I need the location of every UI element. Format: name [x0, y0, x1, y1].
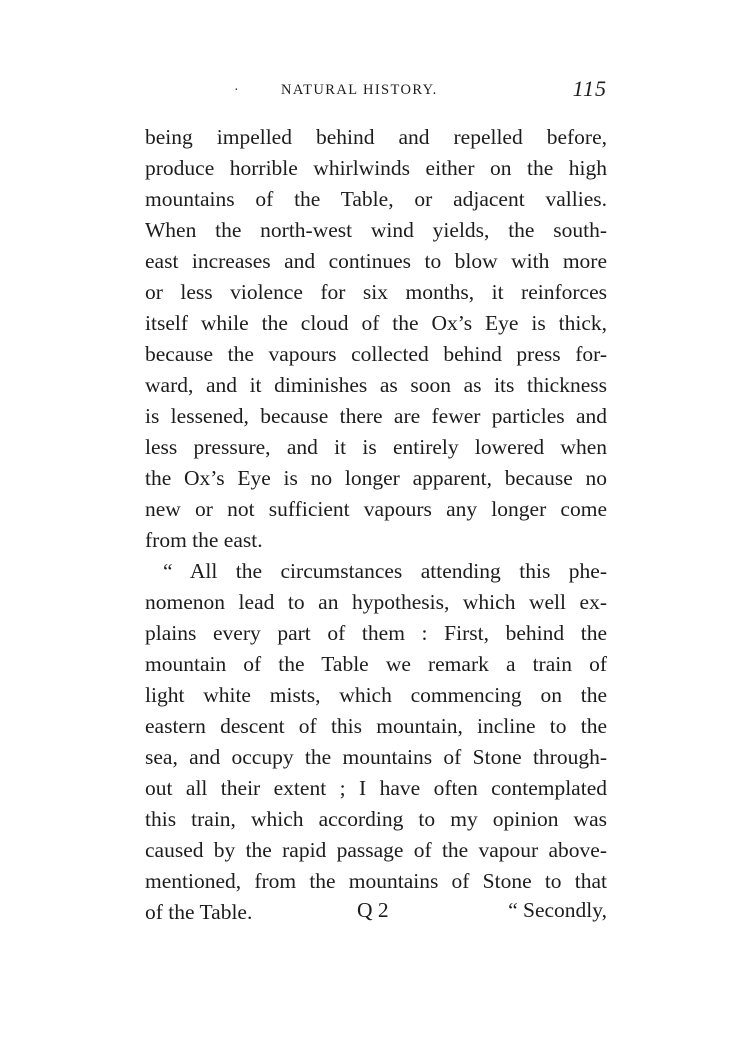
- text-line: because the vapours collected behind press for-: [145, 342, 607, 366]
- text-line: plains every part of them : First, behind the: [145, 621, 607, 645]
- text-line: is lessened, because there are fewer particles and: [145, 404, 607, 428]
- header-dot: ·: [234, 83, 239, 98]
- text-line: mountains of the Table, or adjacent vallies.: [145, 187, 607, 211]
- text-line: or less violence for six months, it reinforces: [145, 280, 607, 304]
- text-line: itself while the cloud of the Ox’s Eye is thick,: [145, 311, 607, 335]
- text-line: being impelled behind and repelled before,: [145, 125, 607, 149]
- text-line: light white mists, which commencing on the: [145, 683, 607, 707]
- text-line: ward, and it diminishes as soon as its thickness: [145, 373, 607, 397]
- text-line: new or not sufficient vapours any longer come: [145, 497, 607, 521]
- text-line: mentioned, from the mountains of Stone to that: [145, 869, 607, 893]
- page-header: [145, 76, 607, 104]
- text-line: caused by the rapid passage of the vapour above-: [145, 838, 607, 862]
- paragraph-end-line: of the Table.: [145, 900, 253, 924]
- signature-mark: Q 2: [357, 898, 389, 922]
- text-line: this train, which according to my opinion was: [145, 807, 607, 831]
- text-line: east increases and continues to blow with more: [145, 249, 607, 273]
- text-line: produce horrible whirlwinds either on the high: [145, 156, 607, 180]
- paragraph-end-line: from the east.: [145, 528, 263, 552]
- page-footer: [145, 898, 607, 930]
- paragraph-start-line: “ All the circumstances attending this phe-: [163, 559, 607, 583]
- text-line: less pressure, and it is entirely lowered when: [145, 435, 607, 459]
- text-line: nomenon lead to an hypothesis, which well ex-: [145, 590, 607, 614]
- text-line: sea, and occupy the mountains of Stone through-: [145, 745, 607, 769]
- text-line: out all their extent ; I have often contemplated: [145, 776, 607, 800]
- text-line: the Ox’s Eye is no longer apparent, because no: [145, 466, 607, 490]
- running-title: NATURAL HISTORY.: [281, 82, 438, 98]
- text-line: mountain of the Table we remark a train of: [145, 652, 607, 676]
- catchword: “ Secondly,: [508, 898, 607, 922]
- body-text: [145, 122, 607, 928]
- page-number: 115: [572, 76, 607, 101]
- text-line: When the north-west wind yields, the south-: [145, 218, 607, 242]
- text-line: eastern descent of this mountain, incline to the: [145, 714, 607, 738]
